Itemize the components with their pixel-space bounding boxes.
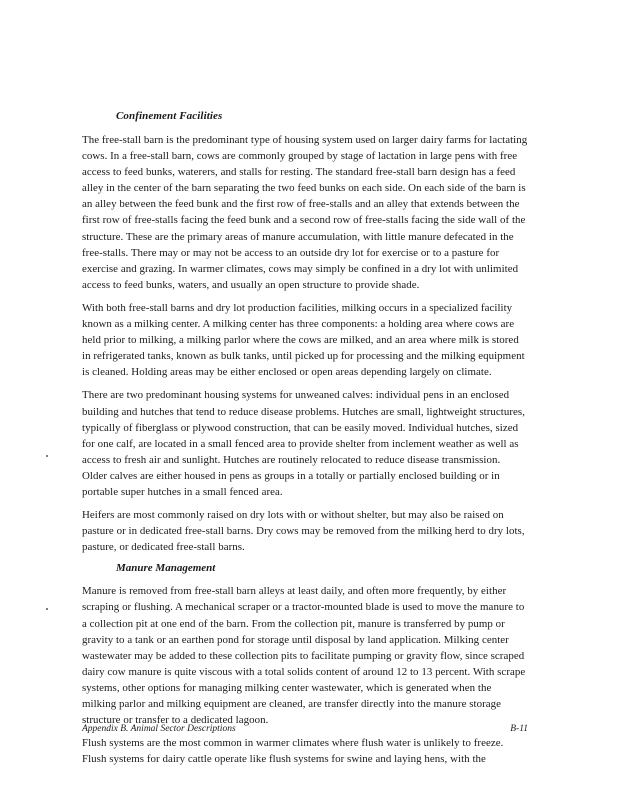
- scan-speck: [46, 608, 48, 610]
- footer-page-number: B-11: [510, 724, 528, 734]
- paragraph-free-stall-barn: The free-stall barn is the predominant type of housing system used on larger dairy farms for lactating cows. In a free-stall barn, cows are commonly grouped by stage of lactation in large pens with free access to feed bunks, waterers, and stalls for resting. The standard free-stall barn design has a feed alley in the center of the barn separating the two feed bunks on each side. On each side of the barn is an alley between the feed bunk and the first row of free-stalls and an alley that extends between the first row of free-stalls facing the feed bunk and a second row of free-stalls facing the side wall of the structure. These are the primary areas of manure accumulation, with little manure defecated in the free-stalls. There may or may not be access to an outside dry lot for exercise or to a pasture for exercise and grazing. In warmer climates, cows may simply be confined in a dry lot with unlimited access to feed bunks, waters, and usually an open structure to provide shade.: [82, 134, 528, 291]
- section-heading-confinement: Confinement Facilities: [116, 110, 223, 122]
- page-content: [82, 110, 528, 774]
- paragraph-flush-systems: Flush systems are the most common in warmer climates where flush water is unlikely to freeze. Flush systems for dairy cattle operate like flush systems for swine and laying hens, with the: [82, 737, 504, 766]
- section-heading-manure: Manure Management: [116, 562, 216, 575]
- paragraph-heifers: Heifers are most commonly raised on dry lots with or without shelter, but may also be raised on pasture or in dedicated free-stall barns. Dry cows may be removed from the milking herd to dry lots, pasture, or dedicated free-stall barns.: [82, 509, 525, 554]
- scan-speck: [46, 455, 48, 457]
- paragraph-calf-housing: There are two predominant housing systems for unweaned calves: individual pens in an enclosed building and hutches that tend to reduce disease problems. Hutches are small, lightweight structures, typically of fiberglass or plywood construction, that can be easily moved. Individual hutches, sized for one calf, are located in a small fenced area to provide shelter from inclement weather as well as access to fresh air and sunlight. Hutches are routinely relocated to reduce disease transmission. Older calves are either housed in pens as groups in a totally or partially enclosed building or in portable super hutches in a small fenced area.: [82, 389, 525, 498]
- paragraph-manure-removal: Manure is removed from free-stall barn alleys at least daily, and often more frequently, by either scraping or flushing. A mechanical scraper or a tractor-mounted blade is used to move the manure to a collection pit at one end of the barn. From the collection pit, manure is transferred by pump or gravity to a tank or an earthen pond for storage until disposal by land application. Milking center wastewater may be added to these collection pits to facilitate pumping or gravity flow, since scraped dairy cow manure is quite viscous with a total solids content of around 12 to 13 percent. With scrape systems, other options for managing milking center wastewater, which is generated when the milking parlor and milking equipment are cleaned, are transfer directly into the manure storage structure or transfer to a dedicated lagoon.: [82, 585, 526, 727]
- paragraph-milking-center: With both free-stall barns and dry lot production facilities, milking occurs in a specialized facility known as a milking center. A milking center has three components: a holding area where cows are held prior to milking, a milking parlor where the cows are milked, and an area where milk is stored in refrigerated tanks, known as bulk tanks, until picked up for processing and the milking equipment is cleaned. Holding areas may be either enclosed or open areas depending largely on climate.: [82, 301, 525, 379]
- footer-appendix-title: Appendix B. Animal Sector Descriptions: [82, 724, 236, 734]
